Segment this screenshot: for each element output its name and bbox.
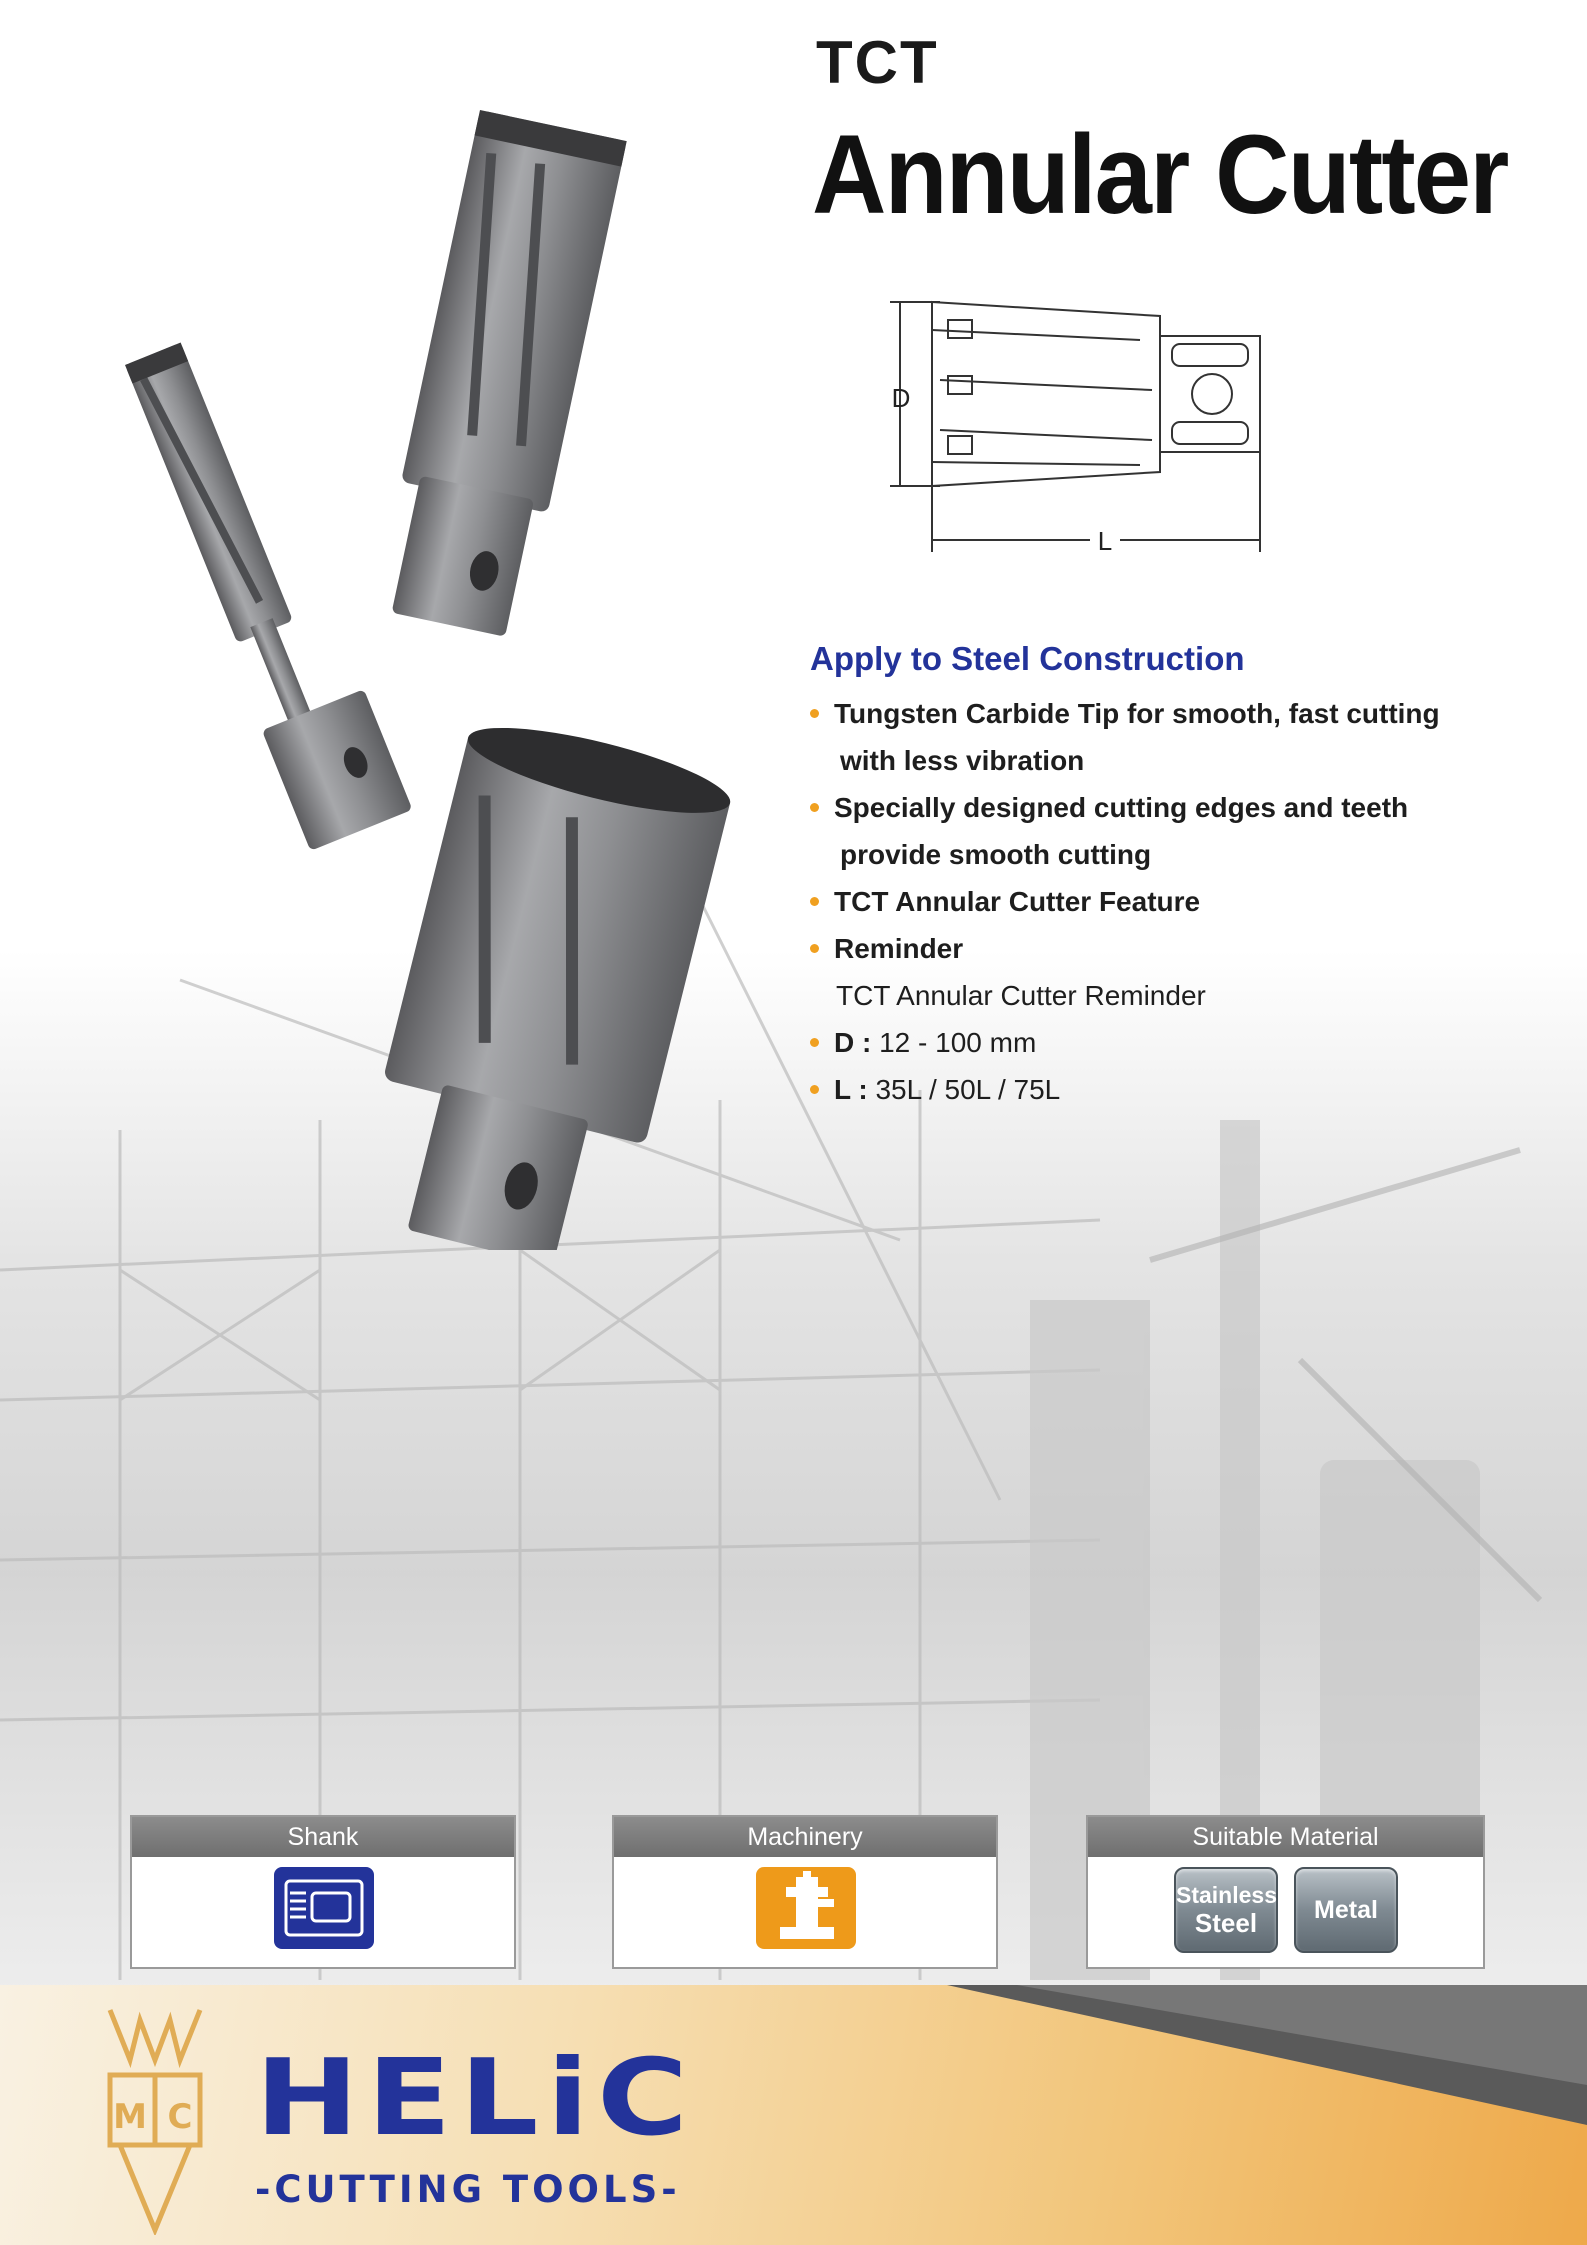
spec-diameter bbox=[810, 1019, 1510, 1066]
metal-badge bbox=[1294, 1867, 1398, 1953]
spec-length bbox=[810, 1066, 1510, 1113]
feature-item: Specially designed cutting edges and teeth bbox=[810, 784, 1510, 831]
shank-label: Shank bbox=[132, 1817, 514, 1857]
material-label: Suitable Material bbox=[1088, 1817, 1483, 1857]
dimension-diagram bbox=[890, 290, 1390, 560]
reminder-text: TCT Annular Cutter Reminder bbox=[836, 980, 1206, 1011]
stainless-steel-line1: Stainless bbox=[1176, 1882, 1277, 1908]
weldon-shank-icon bbox=[274, 1867, 374, 1949]
feature-list bbox=[810, 690, 1510, 1113]
feature-item-continued: provide smooth cutting bbox=[840, 839, 1152, 870]
title-tct: TCT bbox=[816, 29, 939, 96]
machinery-box bbox=[612, 1815, 998, 1969]
application-heading: Apply to Steel Construction bbox=[810, 640, 1245, 677]
feature-item: Tungsten Carbide Tip for smooth, fast cutting bbox=[810, 690, 1510, 737]
page-title: Annular Cutter bbox=[812, 112, 1508, 237]
footer-accent-shape bbox=[947, 1985, 1587, 2125]
helic-logo-icon bbox=[100, 2000, 210, 2235]
machinery-label: Machinery bbox=[614, 1817, 996, 1857]
magnetic-drill-icon bbox=[756, 1867, 856, 1949]
dim-d-label: D bbox=[891, 383, 911, 413]
spec-diameter-value: 12 - 100 mm bbox=[879, 1027, 1037, 1058]
brand-tagline: -CUTTING TOOLS- bbox=[255, 2168, 681, 2211]
feature-item: Reminder bbox=[810, 925, 1510, 972]
cutter-medium-image bbox=[374, 110, 627, 640]
brand-footer bbox=[0, 1985, 1587, 2245]
brand-name: HELiC bbox=[255, 2037, 697, 2160]
spec-length-value: 35L / 50L / 75L bbox=[875, 1074, 1061, 1105]
spec-diameter-label: D : bbox=[834, 1027, 872, 1058]
stainless-steel-line2: Steel bbox=[1194, 1908, 1258, 1938]
feature-item: TCT Annular Cutter Feature bbox=[810, 878, 1510, 925]
feature-item-continued: with less vibration bbox=[840, 745, 1085, 776]
material-box bbox=[1086, 1815, 1485, 1969]
product-photos bbox=[0, 0, 800, 1250]
svg-text:C: C bbox=[167, 2097, 193, 2137]
spec-length-label: L : bbox=[834, 1074, 868, 1105]
svg-text:M: M bbox=[113, 2097, 147, 2137]
stainless-steel-badge bbox=[1174, 1867, 1278, 1953]
dim-l-label: L bbox=[1097, 526, 1113, 556]
shank-box bbox=[130, 1815, 516, 1969]
cutter-small-image bbox=[116, 328, 413, 851]
cutter-large-image bbox=[349, 711, 737, 1250]
metal-label: Metal bbox=[1314, 1896, 1378, 1924]
